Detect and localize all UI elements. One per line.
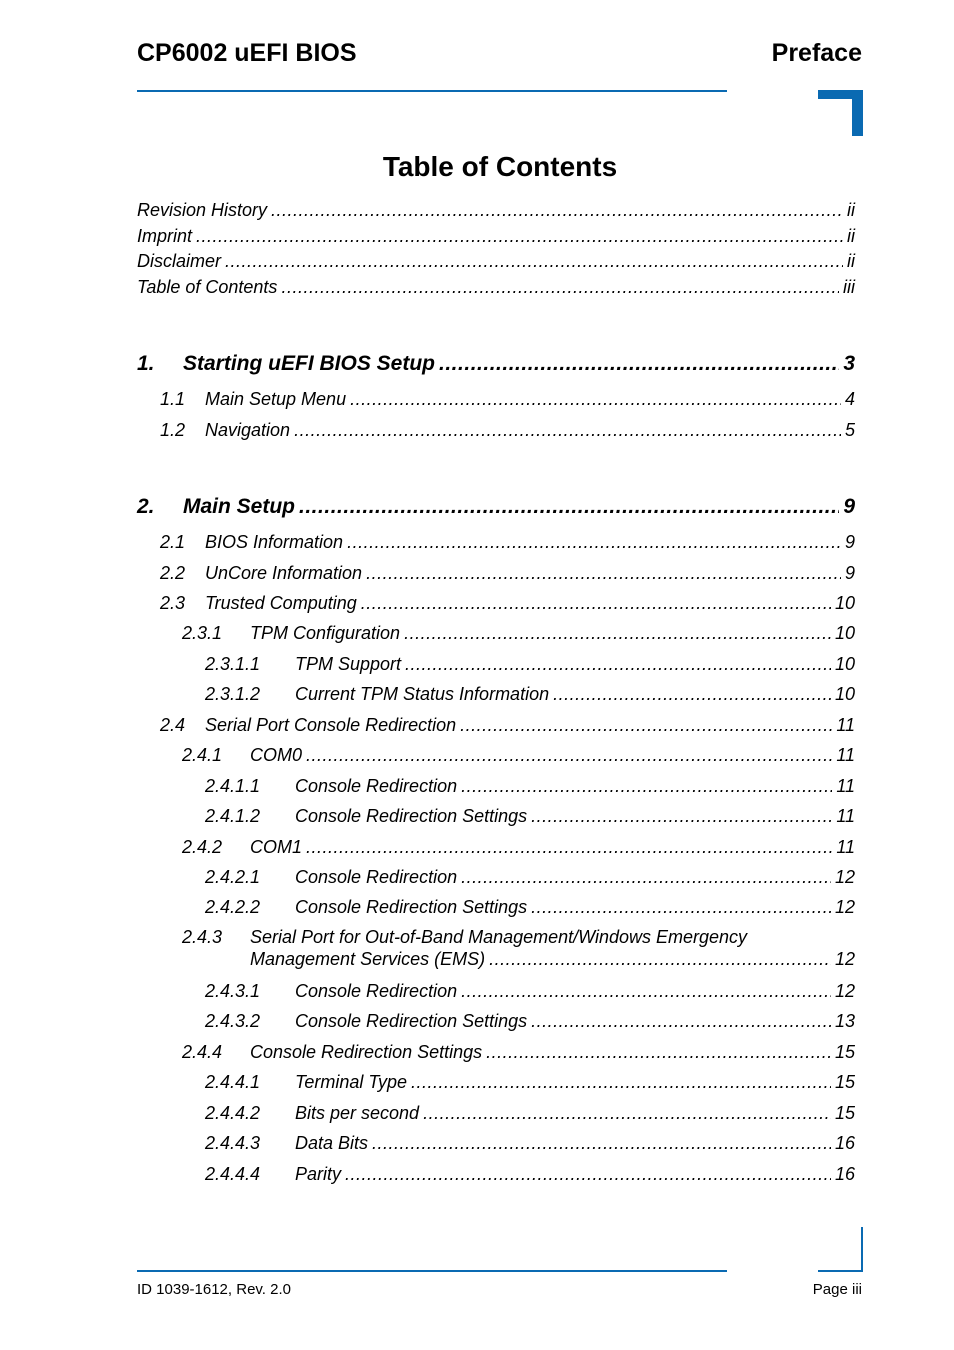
toc-entry-number: 2.4.4.2 [205, 1103, 261, 1123]
toc-entry[interactable] [205, 1071, 855, 1093]
toc-entry-page: 10 [834, 684, 855, 704]
toc-entry-number: 1.1 [160, 389, 186, 409]
leader-dots [372, 1132, 831, 1154]
leader-dots [361, 592, 831, 614]
leader-dots [345, 1163, 831, 1185]
toc-entry[interactable] [205, 1163, 855, 1185]
toc-entry-page: 11 [836, 745, 855, 765]
toc-entry-label: TPM Configuration [250, 623, 401, 643]
toc-chapter-2[interactable] [137, 494, 855, 520]
toc-entry-page: 15 [834, 1042, 855, 1062]
toc-entry-number: 1.2 [160, 420, 186, 440]
toc-entry-label: Revision History [137, 200, 268, 220]
toc-entry-page: 10 [834, 623, 855, 643]
toc-entry[interactable] [160, 419, 855, 441]
toc-entry-number: 2.4.4.1 [205, 1072, 261, 1092]
toc-entry-page: 9 [843, 495, 855, 518]
leader-dots [366, 562, 841, 584]
toc-entry-page: 10 [834, 593, 855, 613]
toc-entry[interactable] [205, 1010, 855, 1032]
toc-entry-page: 12 [834, 949, 855, 969]
toc-entry-page: 10 [834, 654, 855, 674]
toc-entry[interactable] [182, 836, 855, 858]
toc-entry[interactable] [160, 592, 855, 614]
toc-entry-number: 1. [137, 352, 155, 375]
leader-dots [225, 250, 843, 272]
leader-dots [299, 494, 839, 520]
leader-dots [460, 714, 832, 736]
toc-entry-multiline-cont[interactable] [250, 948, 855, 970]
section-title: Preface [771, 39, 862, 67]
leader-dots [423, 1102, 831, 1124]
toc-entry-page: 15 [834, 1072, 855, 1092]
toc-entry-label: Navigation [205, 420, 291, 440]
toc-entry-label-line1: Serial Port for Out-of-Band Management/Windows Emergency [250, 927, 748, 947]
toc-entry-number: 2.4.2.1 [205, 867, 261, 887]
toc-entry-label: Current TPM Status Information [295, 684, 550, 704]
toc-entry[interactable] [205, 1132, 855, 1154]
page-number: Page iii [812, 1281, 862, 1298]
toc-entry-page: 12 [834, 867, 855, 887]
toc-entry-page: 5 [844, 420, 855, 440]
footer-rule [137, 1270, 727, 1272]
toc-entry-number: 2.3.1.2 [205, 684, 261, 704]
toc-chapter-1[interactable] [137, 351, 855, 377]
toc-entry-page: ii [847, 251, 855, 271]
toc-entry-label: TPM Support [295, 654, 402, 674]
toc-entry-number: 2.3.1.1 [205, 654, 261, 674]
toc-entry[interactable] [160, 562, 855, 584]
toc-entry-number: 2.4.3.2 [205, 1011, 261, 1031]
toc-entry-label: COM0 [250, 745, 303, 765]
leader-dots [196, 225, 843, 247]
toc-entry-page: 13 [834, 1011, 855, 1031]
leader-dots [531, 896, 831, 918]
toc-entry-label: COM1 [250, 837, 303, 857]
toc-entry-page: 11 [836, 776, 855, 796]
toc-entry[interactable] [137, 225, 855, 247]
toc-entry-label: Trusted Computing [205, 593, 357, 613]
toc-entry-number: 2.4.2 [182, 837, 223, 857]
toc-entry[interactable] [182, 1041, 855, 1063]
toc-entry[interactable] [137, 199, 855, 221]
corner-mark-bottom [818, 1227, 863, 1272]
toc-entry-page: 12 [834, 897, 855, 917]
toc-entry[interactable] [182, 622, 855, 644]
toc-entry-label: Starting uEFI BIOS Setup [183, 352, 436, 375]
toc-entry[interactable] [160, 531, 855, 553]
toc-entry-label: Bits per second [295, 1103, 420, 1123]
toc-entry-page: ii [847, 226, 855, 246]
toc-entry-page: 11 [836, 715, 855, 735]
toc-entry-number: 2.4.4 [182, 1042, 223, 1062]
toc-entry[interactable] [205, 1102, 855, 1124]
leader-dots [461, 980, 831, 1002]
toc-entry-page: 9 [844, 563, 855, 583]
leader-dots [306, 744, 832, 766]
leader-dots [281, 276, 839, 298]
toc-entry-page: 9 [844, 532, 855, 552]
toc-entry-number: 2. [137, 495, 155, 518]
toc-entry-label: Terminal Type [295, 1072, 408, 1092]
toc-entry-number: 2.4.1.1 [205, 776, 261, 796]
toc-entry-label: UnCore Information [205, 563, 363, 583]
toc-entry-label-line2: Management Services (EMS) [250, 949, 486, 969]
toc-entry-label: Console Redirection Settings [250, 1042, 483, 1062]
leader-dots [553, 683, 831, 705]
toc-entry[interactable] [205, 683, 855, 705]
leader-dots [404, 622, 831, 644]
leader-dots [461, 866, 831, 888]
toc-entry[interactable] [205, 980, 855, 1002]
toc-entry[interactable] [182, 744, 855, 766]
leader-dots [531, 805, 832, 827]
toc-entry-page: ii [847, 200, 855, 220]
toc-entry[interactable] [160, 714, 855, 736]
toc-entry-page: 12 [834, 981, 855, 1001]
toc-entry-page: iii [843, 277, 855, 297]
toc-entry-label: Console Redirection [295, 776, 458, 796]
toc-entry-label: BIOS Information [205, 532, 344, 552]
toc-entry-label: Console Redirection Settings [295, 806, 528, 826]
page-title: Table of Contents [382, 151, 618, 182]
toc-entry-number: 2.3 [160, 593, 186, 613]
toc-entry-label: Parity [295, 1164, 342, 1184]
toc-entry-number: 2.3.1 [182, 623, 223, 643]
leader-dots [411, 1071, 831, 1093]
toc-entry-number: 2.4.1 [182, 745, 223, 765]
toc-entry-label: Console Redirection [295, 867, 458, 887]
toc-entry-label: Main Setup Menu [205, 389, 347, 409]
toc-entry-page: 16 [834, 1133, 855, 1153]
toc-entry-page: 4 [844, 389, 855, 409]
leader-dots [531, 1010, 831, 1032]
toc-entry-label: Main Setup [183, 495, 296, 518]
toc-entry-page: 11 [836, 806, 855, 826]
toc-entry-label: Disclaimer [137, 251, 222, 271]
leader-dots [271, 199, 843, 221]
toc-entry-number: 2.4.4.3 [205, 1133, 261, 1153]
toc-entry-number: 2.4.4.4 [205, 1164, 261, 1184]
toc-entry-page: 16 [834, 1164, 855, 1184]
document-title: CP6002 uEFI BIOS [137, 39, 357, 67]
toc-entry[interactable] [205, 896, 855, 918]
toc-entry[interactable] [137, 276, 855, 298]
leader-dots [489, 948, 831, 970]
toc-entry-number: 2.1 [160, 532, 186, 552]
toc-entry[interactable] [205, 775, 855, 797]
document-id: ID 1039-1612, Rev. 2.0 [137, 1281, 291, 1298]
leader-dots [461, 775, 832, 797]
toc-entry-label: Serial Port Console Redirection [205, 715, 457, 735]
toc-entry-page: 3 [843, 352, 855, 375]
toc-entry-label: Console Redirection [295, 981, 458, 1001]
toc-entry-page: 15 [834, 1103, 855, 1123]
toc-entry-number: 2.4.3.1 [205, 981, 261, 1001]
toc-entry-number: 2.4.3 [182, 927, 223, 947]
leader-dots [486, 1041, 831, 1063]
toc-entry-label: Data Bits [295, 1133, 369, 1153]
toc-entry[interactable] [205, 805, 855, 827]
toc-entry-label: Imprint [137, 226, 193, 246]
leader-dots [405, 653, 831, 675]
leader-dots [439, 351, 839, 377]
toc-entry-number: 2.4.2.2 [205, 897, 261, 917]
leader-dots [306, 836, 832, 858]
toc-entry-page: 11 [836, 837, 855, 857]
toc-entry-multiline[interactable] [182, 926, 747, 948]
toc-entry[interactable] [137, 250, 855, 272]
toc-entry-number: 2.2 [160, 563, 186, 583]
toc-entry-number: 2.4.1.2 [205, 806, 261, 826]
leader-dots [350, 388, 841, 410]
leader-dots [347, 531, 841, 553]
toc-entry-number: 2.4 [160, 715, 186, 735]
toc-entry-label: Console Redirection Settings [295, 897, 528, 917]
toc-entry-label: Console Redirection Settings [295, 1011, 528, 1031]
toc-entry[interactable] [205, 866, 855, 888]
toc-entry-label: Table of Contents [137, 277, 278, 297]
toc-entry[interactable] [160, 388, 855, 410]
toc-entry[interactable] [205, 653, 855, 675]
leader-dots [294, 419, 841, 441]
